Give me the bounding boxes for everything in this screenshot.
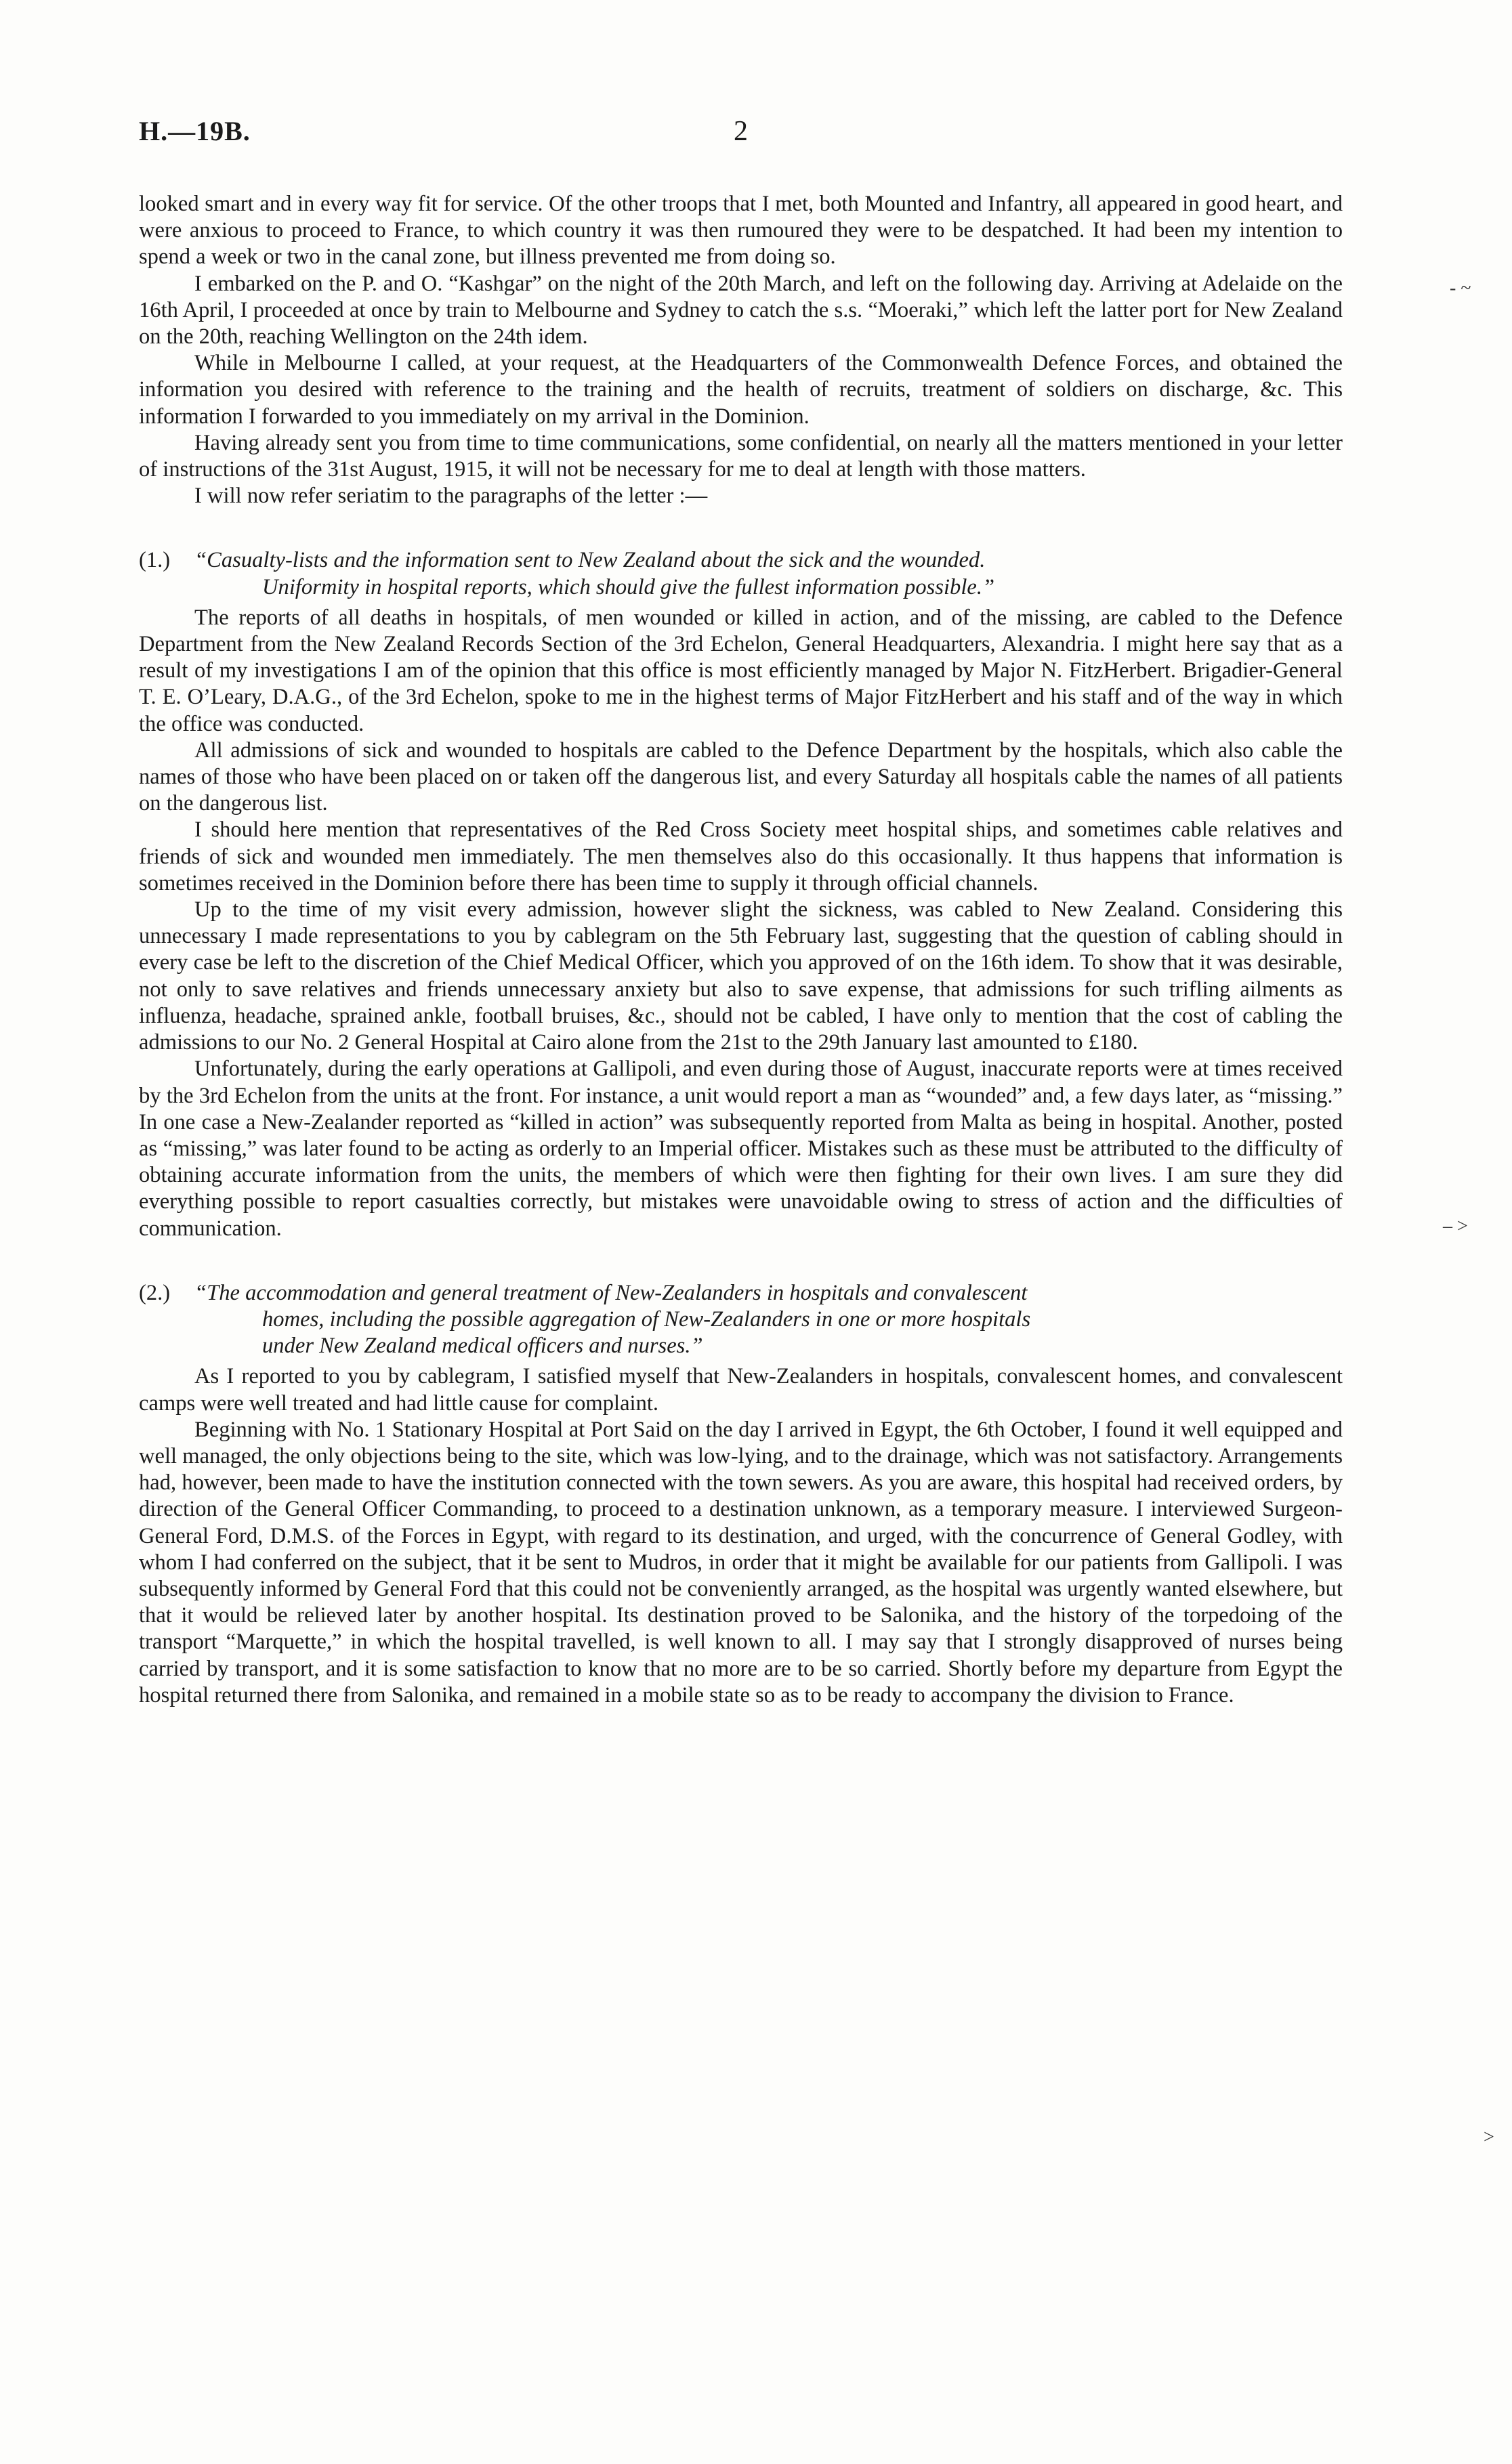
margin-mark-arrow: – > bbox=[1443, 1216, 1468, 1237]
section-2-title-line-3: under New Zealand medical officers and nurses.” bbox=[262, 1334, 703, 1359]
section-2-number: (2.) bbox=[139, 1280, 171, 1305]
section-2-title-line-2: homes, including the possible aggregation of New-Zealanders in one or more hospitals bbox=[262, 1307, 1031, 1332]
body-paragraph: looked smart and in every way fit for service. Of the other troops that I met, both Mounted and Infantry, all appeared in good heart, and were anxious to proceed to France, to which country it was then rumoured they were to be despatched. It had been my intention to spend a week or two in the canal zone, but illness prevented me from doing so. bbox=[139, 192, 1343, 270]
section-2-title-line-1: “The accommodation and general treatment of New-Zealanders in hospitals and convalescent bbox=[194, 1280, 1028, 1305]
section-2-paragraph: As I reported to you by cablegram, I satisfied myself that New-Zealanders in hospitals, convalescent homes, and convalescent camps were well treated and had little cause for complaint. bbox=[139, 1364, 1343, 1416]
section-1-title-line-1: “Casualty-lists and the information sent to New Zealand about the sick and the wounded. bbox=[194, 548, 986, 573]
margin-mark-tick: > bbox=[1484, 2127, 1494, 2148]
document-body bbox=[139, 191, 1343, 1709]
section-2-paragraph: Beginning with No. 1 Stationary Hospital at Port Said on the day I arrived in Egypt, the 6th October, I found it well equipped and well managed, the only objections being to the site, which was low-lying, and to the drainage, which was not satisfactory. Arrangements had, however, been made to have the institution connected with the town sewers. As you are aware, this hospital had received orders, by direction of the General Officer Commanding, to proceed to a destination unknown, as a temporary measure. I interviewed Surgeon-General Ford, D.M.S. of the Forces in Egypt, with regard to its destination, and urged, with the concurrence of General Godley, with whom I had conferred on the subject, that it be sent to Mudros, in order that it might be available for our patients from Gallipoli. I was subsequently informed by General Ford that this could not be conveniently arranged, as the hospital was urgently wanted elsewhere, but that it would be relieved later by another hospital. Its destination proved to be Salonika, and the history of the torpedoing of the transport “Marquette,” in which the hospital travelled, is well known to all. I may say that I strongly disapproved of nurses being carried by transport, and it is some satisfaction to know that no more are to be so carried. Shortly before my departure from Egypt the hospital returned there from Salonika, and remained in a mobile state so as to be ready to accompany the division to France. bbox=[139, 1417, 1343, 1707]
section-1-title-line-2: Uniformity in hospital reports, which should give the fullest information possible.” bbox=[262, 574, 995, 599]
body-paragraph: Having already sent you from time to time communications, some confidential, on nearly all the matters mentioned in your letter of instructions of the 31st August, 1915, it will not be necessary for me to deal at length with those matters. bbox=[139, 430, 1343, 482]
section-1-heading bbox=[139, 547, 1343, 600]
document-reference: H.—19B. bbox=[139, 116, 251, 146]
section-1-paragraph: Unfortunately, during the early operations at Gallipoli, and even during those of August, inaccurate reports were at times received by the 3rd Echelon from the units at the front. For instance, a unit would report a man as “wounded” and, a few days later, as “missing.” In one case a New-Zealander reported as “killed in action” was subsequently reported from Malta as being in hospital. Another, posted as “missing,” was later found to be acting as orderly to an Imperial officer. Mistakes such as these must be attributed to the difficulty of obtaining accurate information from the units, the members of which were then fighting for their own lives. I am sure they did everything possible to report casualties correctly, but mistakes were unavoidable owing to stress of action and the difficulties of communication. bbox=[139, 1057, 1343, 1241]
page-header bbox=[139, 115, 1343, 163]
body-paragraph: I will now refer seriatim to the paragraphs of the letter :— bbox=[194, 484, 708, 509]
margin-mark-dash: - ~ bbox=[1450, 278, 1471, 299]
body-paragraph: While in Melbourne I called, at your request, at the Headquarters of the Commonwealth Defence Forces, and obtained the information you desired with reference to the training and the health of recruits, treatment of soldiers on discharge, &c. This information I forwarded to you immediately on my arrival in the Dominion. bbox=[139, 351, 1343, 429]
section-1-paragraph: The reports of all deaths in hospitals, of men wounded or killed in action, and of the missing, are cabled to the Defence Department from the New Zealand Records Section of the 3rd Echelon, General Headquarters, Alexandria. I might here say that as a result of my investigations I am of the opinion that this office is most efficiently managed by Major N. FitzHerbert. Brigadier-General T. E. O’Leary, D.A.G., of the 3rd Echelon, spoke to me in the highest terms of Major FitzHerbert and his staff and of the way in which the office was conducted. bbox=[139, 605, 1343, 736]
section-1-paragraph: Up to the time of my visit every admission, however slight the sickness, was cabled to New Zealand. Considering this unnecessary I made representations to you by cablegram on the 5th February last, suggesting that the question of cabling should in every case be left to the discretion of the Chief Medical Officer, which you approved of on the 16th idem. To show that it was desirable, not only to save relatives and friends unnecessary anxiety but also to save expense, that admissions for such trifling ailments as influenza, headache, sprained ankle, football bruises, &c., should not be cabled, I have only to mention that the cost of cabling the admissions to our No. 2 General Hospital at Cairo alone from the 21st to the 29th January last amounted to £180. bbox=[139, 897, 1343, 1055]
section-1-number: (1.) bbox=[139, 548, 171, 573]
section-2-heading bbox=[139, 1280, 1343, 1360]
section-1-paragraph: I should here mention that representatives of the Red Cross Society meet hospital ships, and sometimes cable relatives and friends of sick and wounded men immediately. The men themselves also do this occasionally. It thus happens that information is sometimes received in the Dominion before there has been time to supply it through official channels. bbox=[139, 817, 1343, 895]
section-1-paragraph: All admissions of sick and wounded to hospitals are cabled to the Defence Department by the hospitals, which also cable the names of those who have been placed on or taken off the dangerous list, and every Saturday all hospitals cable the names of all patients on the dangerous list. bbox=[139, 738, 1343, 816]
body-paragraph: I embarked on the P. and O. “Kashgar” on the night of the 20th March, and left on the following day. Arriving at Adelaide on the 16th April, I proceeded at once by train to Melbourne and Sydney to catch the s.s. “Moeraki,” which left the latter port for New Zealand on the 20th, reaching Wellington on the 24th idem. bbox=[139, 271, 1343, 349]
page-number: 2 bbox=[734, 116, 748, 147]
